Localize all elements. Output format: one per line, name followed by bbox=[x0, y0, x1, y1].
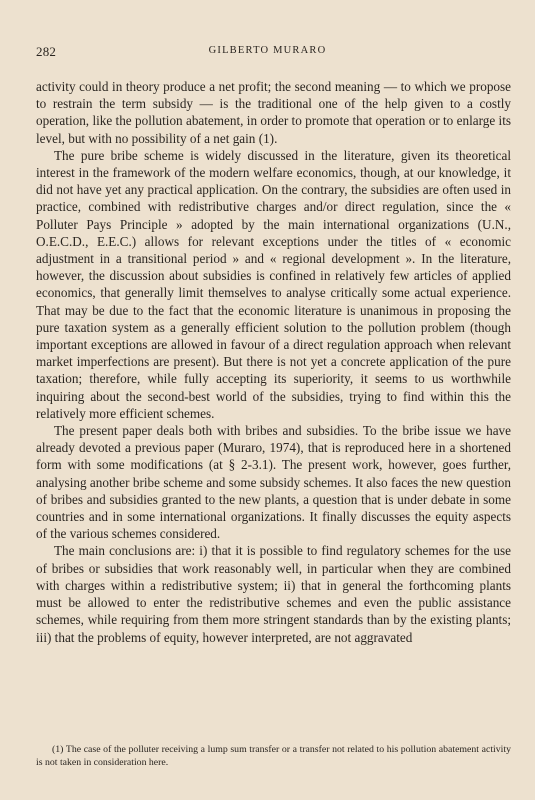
footnote: (1) The case of the polluter receiving a lump sum transfer or a transfer not related to his pollution abatement activity is not taken in consideration here. bbox=[36, 744, 511, 769]
paragraph-pure-bribe-scheme: The pure bribe scheme is widely discussed in the literature, given its theoretical interest in the framework of the modern welfare economics, though, at our knowledge, it did not have yet any practical application. On the contrary, the subsidies are often used in practice, combined with redistributive charges and/or direct regulation, since the « Polluter Pays Principle » adopted by the main international organizations (U.N., O.E.C.D., E.E.C.) allows for relevant exceptions under the titles of « economic adjustment in a transitional period » and « regional development ». In the literature, however, the discussion about subsidies is confined in relatively few articles of applied economics, that generally limit themselves to analyse critically some actual experience. That may be due to the fact that the economic literature is unanimous in proposing the pure taxation system as a generally efficient solution to the pollution problem (though important exceptions are allowed in favour of a direct regulation approach when relevant market imperfections are present). But there is not yet a concrete application of the pure taxation; therefore, while fully accepting its superiority, it seems to us worthwhile inquiring about the second-best world of the subsidies, trying to find within this the relatively more efficient schemes. bbox=[36, 147, 511, 421]
body-text bbox=[36, 78, 511, 646]
paragraph-continuation: activity could in theory produce a net profit; the second meaning — to which we propose to restrain the term subsidy — is the traditional one of the help given to a costly operation, like the pollution abatement, in order to promote that operation or to enlarge its level, but with no possibility of a net gain (1). bbox=[36, 79, 511, 146]
paragraph-present-paper: The present paper deals both with bribes and subsidies. To the bribe issue we have already devoted a previous paper (Muraro, 1974), that is reproduced here in a shortened form with some modifications (at § 2-3.1). The present work, however, goes further, analysing another bribe scheme and some subsidy schemes. It also faces the new question of bribes and subsidies granted to the new plants, a question that is under debate in some countries and in some international organizations. It finally discusses the equity aspects of the various schemes considered. bbox=[36, 423, 511, 542]
running-head-author: GILBERTO MURARO bbox=[208, 45, 327, 56]
page-header bbox=[36, 44, 499, 62]
paragraph-main-conclusions: The main conclusions are: i) that it is possible to find regulatory schemes for the use of bribes or subsidies that work reasonably well, in particular when they are combined with charges within a redistributive system; ii) that in general the forthcoming plants must be allowed to enter the redistributive schemes and even the public assistance schemes, while requiring from them more stringent standards than by the existing plants; iii) that the problems of equity, however interpreted, are not aggravated bbox=[36, 543, 511, 645]
page-number: 282 bbox=[36, 44, 57, 59]
